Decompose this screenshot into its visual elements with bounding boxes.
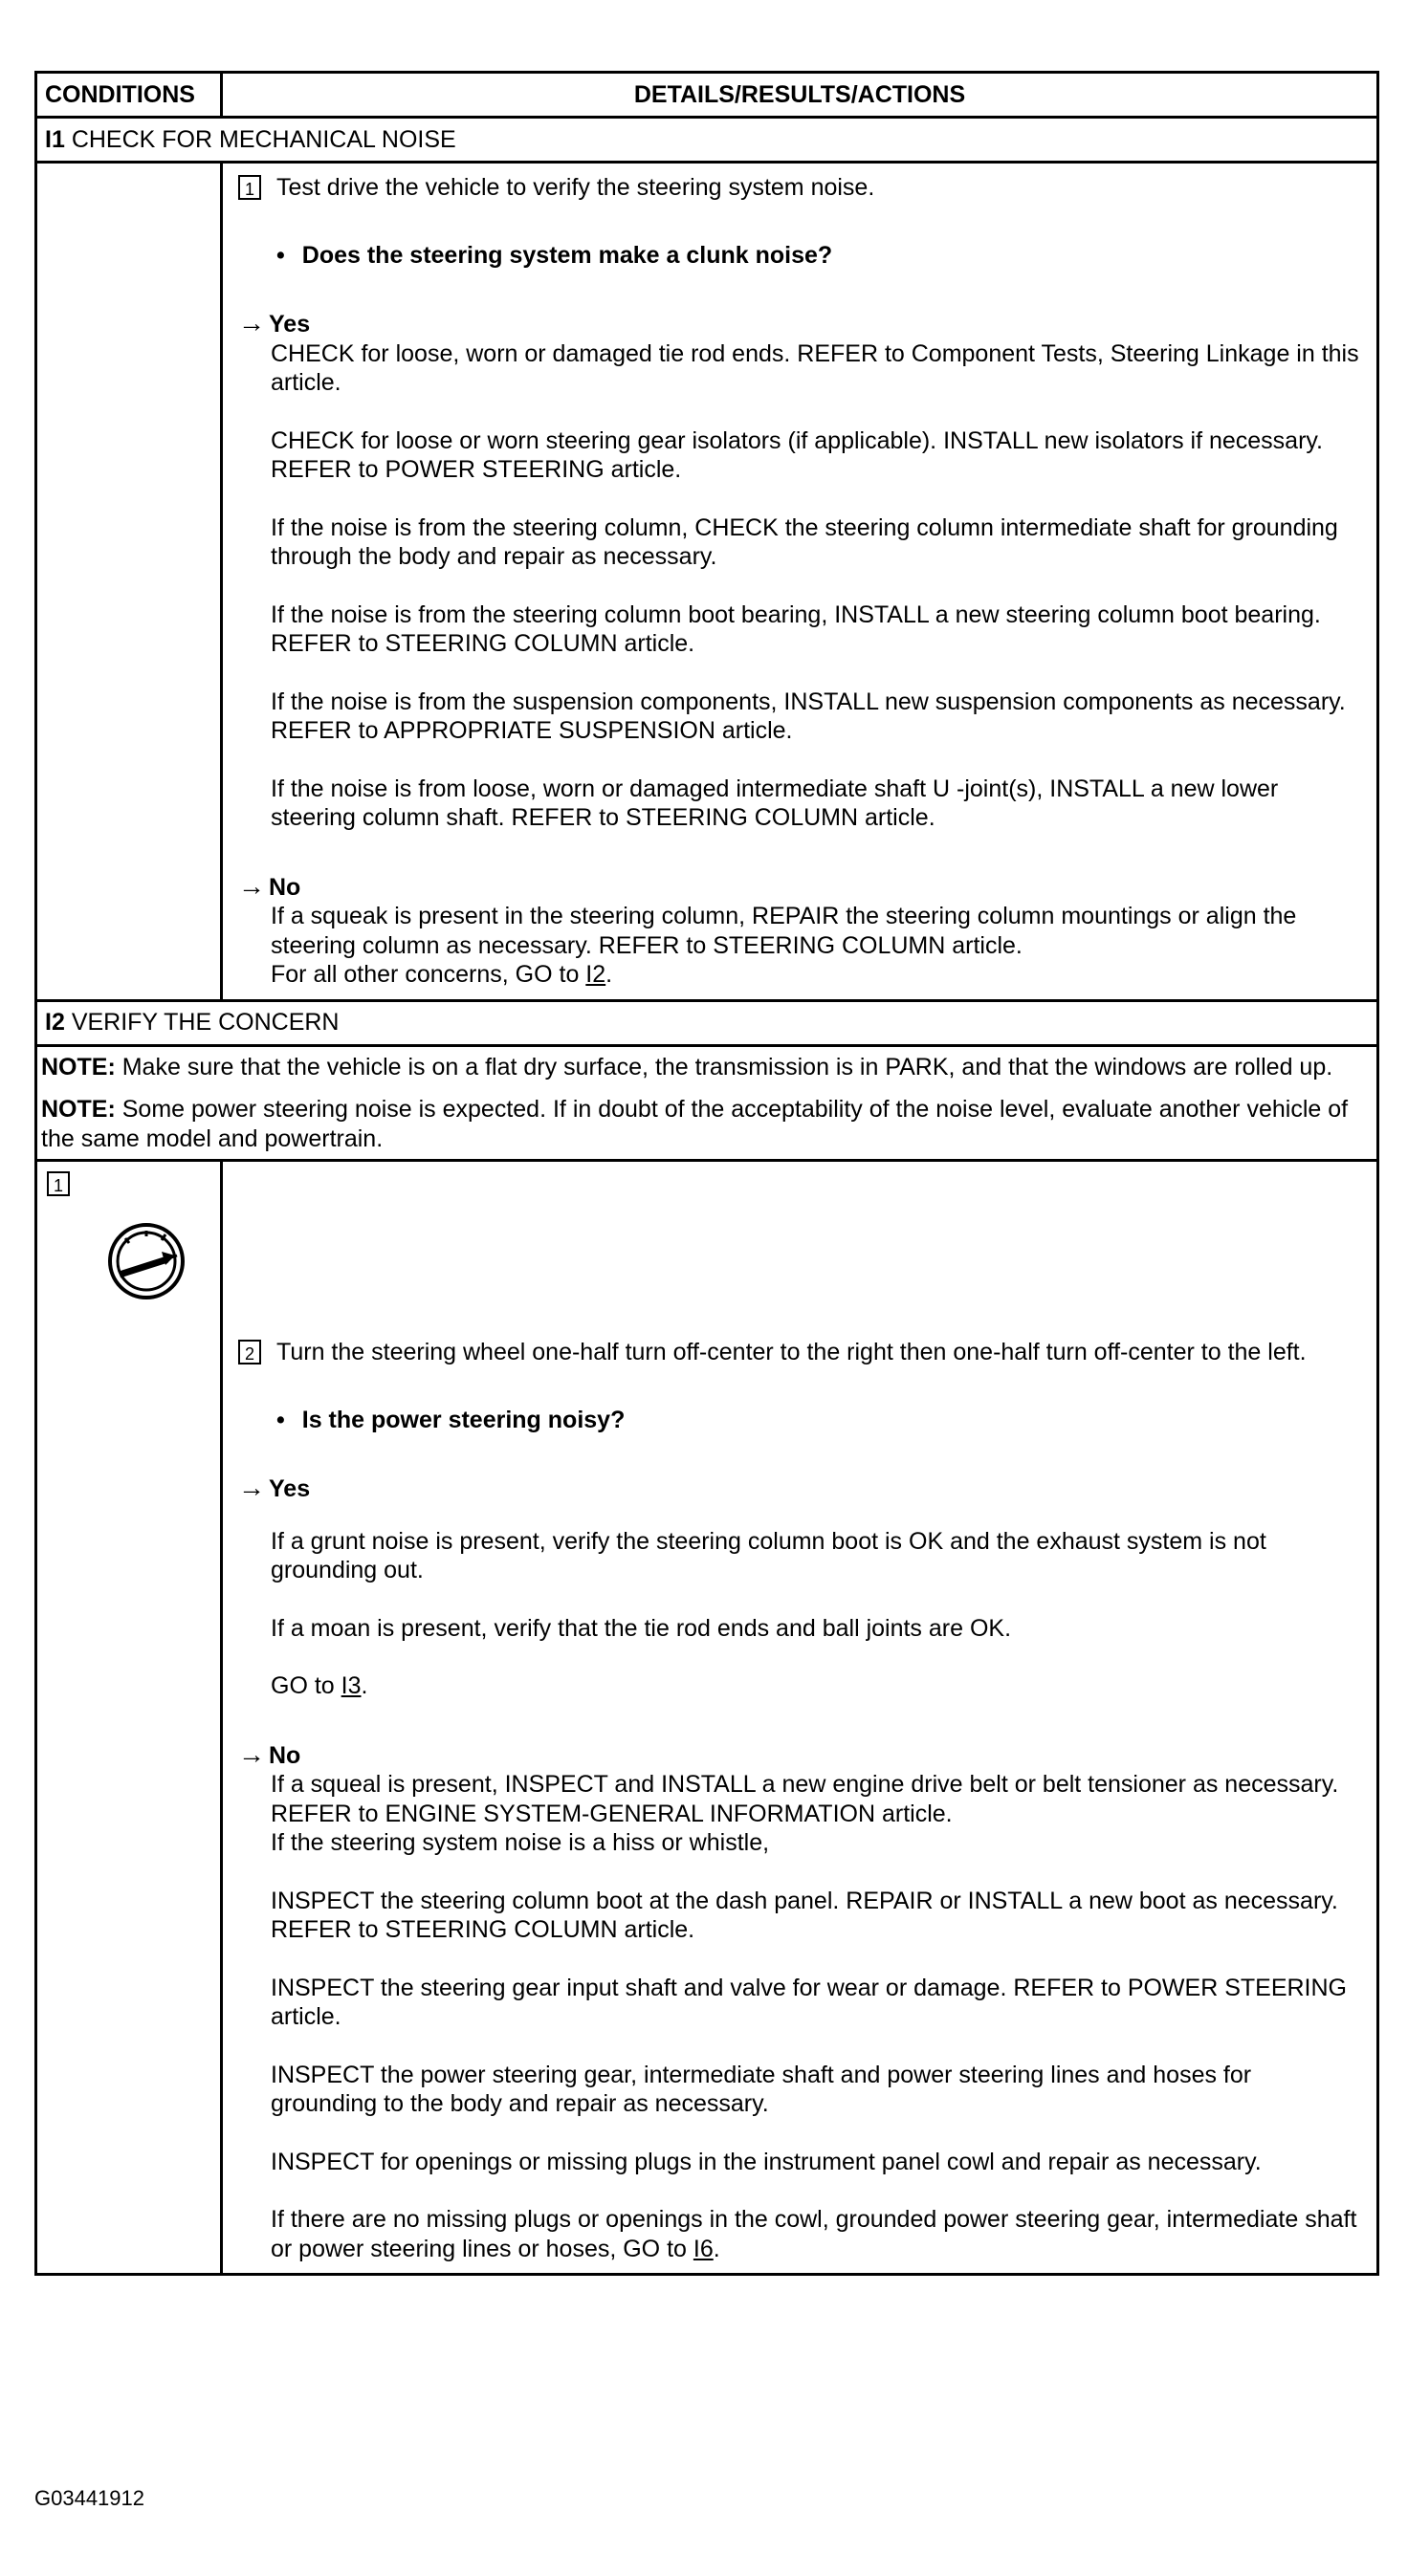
arrow-right-icon: → (238, 1473, 265, 1502)
step-1 (238, 173, 1363, 203)
no-branch (238, 870, 1363, 990)
section-i2-title: VERIFY THE CONCERN (71, 1009, 340, 1037)
section-i2-details-cell (222, 1161, 1378, 2275)
step-2 (238, 1338, 1363, 1367)
yes-label: Yes (269, 1475, 311, 1502)
goto-i6-link[interactable]: I6 (693, 2235, 714, 2262)
conditions-header: CONDITIONS (36, 73, 222, 118)
yes-goto-line: GO to I3. (271, 1672, 368, 1699)
yes-branch (238, 1474, 1363, 1701)
yes-paragraph: CHECK for loose or worn steering gear isolators (if applicable). INSTALL new isolators if necessary. REFER to POWER STEERING article. (271, 426, 1323, 483)
section-i2-conditions-cell (36, 1161, 222, 2275)
bullet-icon: • (276, 1406, 285, 1433)
yes-label: Yes (269, 311, 311, 338)
details-header: DETAILS/RESULTS/ACTIONS (222, 73, 1378, 118)
question-text: Is the power steering noisy? (301, 1406, 626, 1433)
section-i1-body-row (36, 163, 1378, 1001)
no-paragraph: If a squeal is present, INSPECT and INSTALL a new engine drive belt or belt tensioner as necessary. REFER to ENGINE SYSTEM-GENERAL INFORMATION article. (271, 1771, 1339, 1827)
yes-paragraph: If the noise is from the steering column boot bearing, INSTALL a new steering column boot bearing. REFER to STEERING COLUMN article. (271, 600, 1321, 657)
table-header-row (36, 73, 1378, 118)
step-number-box: 2 (238, 1340, 261, 1364)
bullet-icon: • (276, 241, 285, 269)
no-paragraph: INSPECT the steering gear input shaft and valve for wear or damage. REFER to POWER STEERING article. (271, 1974, 1347, 2030)
diagnostic-table-container (34, 71, 1379, 2276)
arrow-right-icon: → (238, 870, 265, 901)
condition-step-number-box: 1 (47, 1171, 70, 1196)
section-i1-conditions-cell (36, 163, 222, 1001)
question (276, 1406, 1363, 1435)
section-i1-title-row (36, 118, 1378, 163)
note: NOTE: Some power steering noise is expected. If in doubt of the acceptability of the noise level, evaluate another vehicle of the same model and powertrain. (41, 1096, 1349, 1152)
yes-paragraph: If the noise is from the steering column, CHECK the steering column intermediate shaft for grounding through the body and repair as necessary. (271, 513, 1338, 570)
no-paragraph: INSPECT for openings or missing plugs in the instrument panel cowl and repair as necessary. (271, 2148, 1262, 2175)
yes-paragraph: If a moan is present, verify that the tie rod ends and ball joints are OK. (271, 1614, 1012, 1642)
section-i1-number: I1 (45, 125, 65, 153)
section-i2-notes-row (36, 1045, 1378, 1161)
step-text: Turn the steering wheel one-half turn off-center to the right then one-half turn off-center to the left. (276, 1339, 1307, 1365)
no-paragraph: INSPECT the steering column boot at the dash panel. REPAIR or INSTALL a new boot as necessary. REFER to STEERING COLUMN article. (271, 1887, 1338, 1943)
steering-wheel-gauge-icon (106, 1221, 187, 1301)
goto-i3-link[interactable]: I3 (341, 1672, 362, 1699)
step-number-box: 1 (238, 175, 261, 200)
no-final-line: If there are no missing plugs or openings in the cowl, grounded power steering gear, intermediate shaft or power steering lines or hoses, GO to I6. (271, 2206, 1357, 2262)
goto-i2-link[interactable]: I2 (585, 961, 606, 988)
note: NOTE: Make sure that the vehicle is on a flat dry surface, the transmission is in PARK, and that the windows are rolled up. (41, 1053, 1333, 1081)
yes-paragraph: If the noise is from the suspension components, INSTALL new suspension components as necessary. REFER to APPROPRIATE SUSPENSION article. (271, 688, 1346, 744)
figure-code: G03441912 (34, 2486, 144, 2510)
yes-paragraph: CHECK for loose, worn or damaged tie rod ends. REFER to Component Tests, Steering Linkage in this article. (271, 339, 1359, 396)
no-paragraph: If the steering system noise is a hiss or whistle, (271, 1829, 770, 1856)
yes-paragraph: If the noise is from loose, worn or damaged intermediate shaft U -joint(s), INSTALL a new lower steering column shaft. REFER to STEERING COLUMN article. (271, 775, 1279, 831)
section-i2-number: I2 (45, 1009, 65, 1037)
arrow-right-icon: → (238, 1738, 265, 1769)
question-text: Does the steering system make a clunk noise? (301, 241, 833, 269)
section-i1-details-cell (222, 163, 1378, 1001)
no-paragraph: INSPECT the power steering gear, intermediate shaft and power steering lines and hoses for grounding to the body and repair as necessary. (271, 2061, 1252, 2117)
yes-branch (238, 310, 1363, 833)
section-i2-body-row (36, 1161, 1378, 2275)
section-i1-title: CHECK FOR MECHANICAL NOISE (71, 125, 456, 153)
no-paragraph: If a squeak is present in the steering column, REPAIR the steering column mountings or align the steering column as necessary. REFER to STEERING COLUMN article. (271, 903, 1297, 959)
question (276, 241, 1363, 271)
no-branch (238, 1738, 1363, 2264)
arrow-right-icon: → (238, 308, 265, 338)
section-i2-title-row (36, 1000, 1378, 1045)
no-label: No (269, 1741, 301, 1769)
yes-paragraph: If a grunt noise is present, verify the steering column boot is OK and the exhaust system is not grounding out. (271, 1527, 1266, 1583)
diagnostic-table (34, 71, 1379, 2276)
no-label: No (269, 873, 301, 901)
step-text: Test drive the vehicle to verify the steering system noise. (276, 174, 875, 201)
no-goto-line: For all other concerns, GO to I2. (271, 961, 613, 988)
